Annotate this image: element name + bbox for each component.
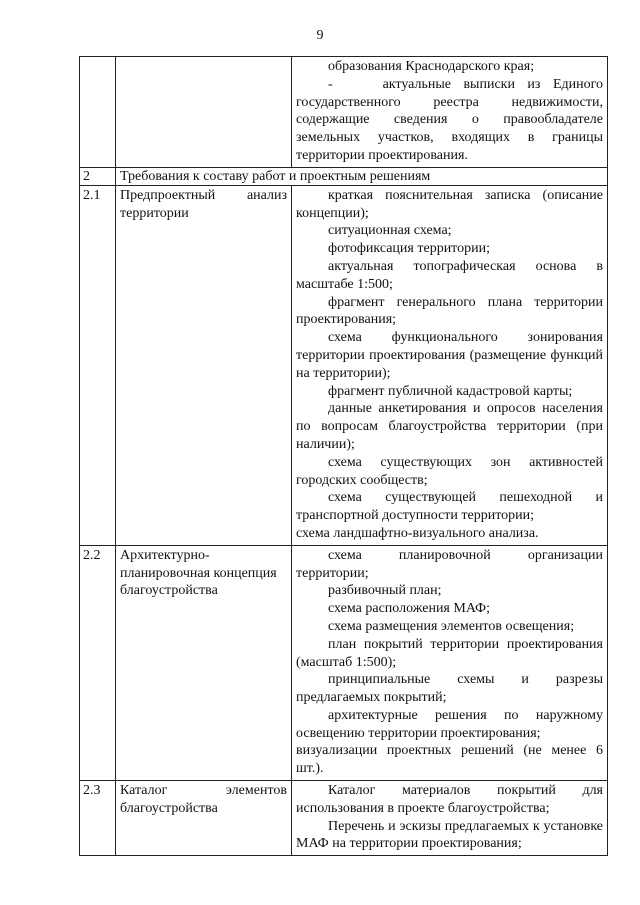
list-item: план покрытий территории проектирования (масштаб 1:500); — [296, 636, 603, 670]
list-item: фотофиксация территории; — [328, 241, 490, 257]
list-item: - актуальные выписки из Единого государственного реестра недвижимости, содержащие сведения о правообладателе земельных участков, входящих в границы территории проектирования. — [296, 76, 603, 163]
list-item: схема ландшафтно-визуального анализа. — [296, 525, 539, 541]
list-item: фрагмент публичной кадастровой карты; — [328, 383, 573, 399]
row-name-cell — [116, 57, 292, 168]
table-row — [80, 545, 608, 780]
table-row — [80, 57, 608, 168]
list-item: схема функционального зонирования территории проектирования (размещение функций на территории); — [296, 330, 603, 381]
list-item: краткая пояснительная записка (описание концепции); — [296, 187, 603, 221]
row-content-cell — [292, 781, 608, 856]
list-item: схема существующих зон активностей городских сообществ; — [296, 454, 603, 488]
list-item: образования Краснодарского края; — [328, 59, 535, 74]
section-number: 2 — [80, 167, 116, 185]
row-number-cell — [80, 57, 116, 168]
list-item: актуальная топографическая основа в масштабе 1:500; — [296, 258, 603, 292]
row-name: Предпроектный анализ территории — [116, 185, 292, 545]
list-item: данные анкетирования и опросов населения по вопросам благоустройства территории (при наличии); — [296, 401, 603, 452]
row-content-cell — [292, 545, 608, 780]
list-item: схема планировочной организации территории; — [296, 547, 603, 581]
section-title: Требования к составу работ и проектным решениям — [116, 167, 608, 185]
list-item: Перечень и эскизы предлагаемых к установке МАФ на территории проектирования; — [296, 818, 603, 852]
list-item: фрагмент генерального плана территории проектирования; — [296, 294, 603, 328]
page-number: 9 — [316, 28, 324, 43]
row-content-cell — [292, 57, 608, 168]
row-number: 2.3 — [80, 781, 116, 856]
requirements-table — [79, 56, 608, 856]
row-number: 2.1 — [80, 185, 116, 545]
section-header-row — [80, 167, 608, 185]
row-content-cell — [292, 185, 608, 545]
table-row — [80, 185, 608, 545]
row-number: 2.2 — [80, 545, 116, 780]
list-item: схема расположения МАФ; — [328, 601, 490, 617]
list-item: схема размещения элементов освещения; — [328, 618, 575, 634]
list-item: ситуационная схема; — [328, 223, 452, 239]
list-item: принципиальные схемы и разрезы предлагаемых покрытий; — [296, 672, 603, 706]
table-row — [80, 781, 608, 856]
list-item: разбивочный план; — [328, 583, 442, 599]
list-item: визуализации проектных решений (не менее 6 шт.). — [296, 743, 603, 777]
list-item: Каталог материалов покрытий для использования в проекте благоустройства; — [296, 783, 603, 816]
row-name: Архитектурно-планировочная концепция благоустройства — [116, 545, 292, 780]
list-item: архитектурные решения по наружному освещению территории проектирования; — [296, 707, 603, 741]
row-name: Каталог элементов благоустройства — [116, 781, 292, 856]
list-item: схема существующей пешеходной и транспортной доступности территории; — [296, 490, 603, 524]
